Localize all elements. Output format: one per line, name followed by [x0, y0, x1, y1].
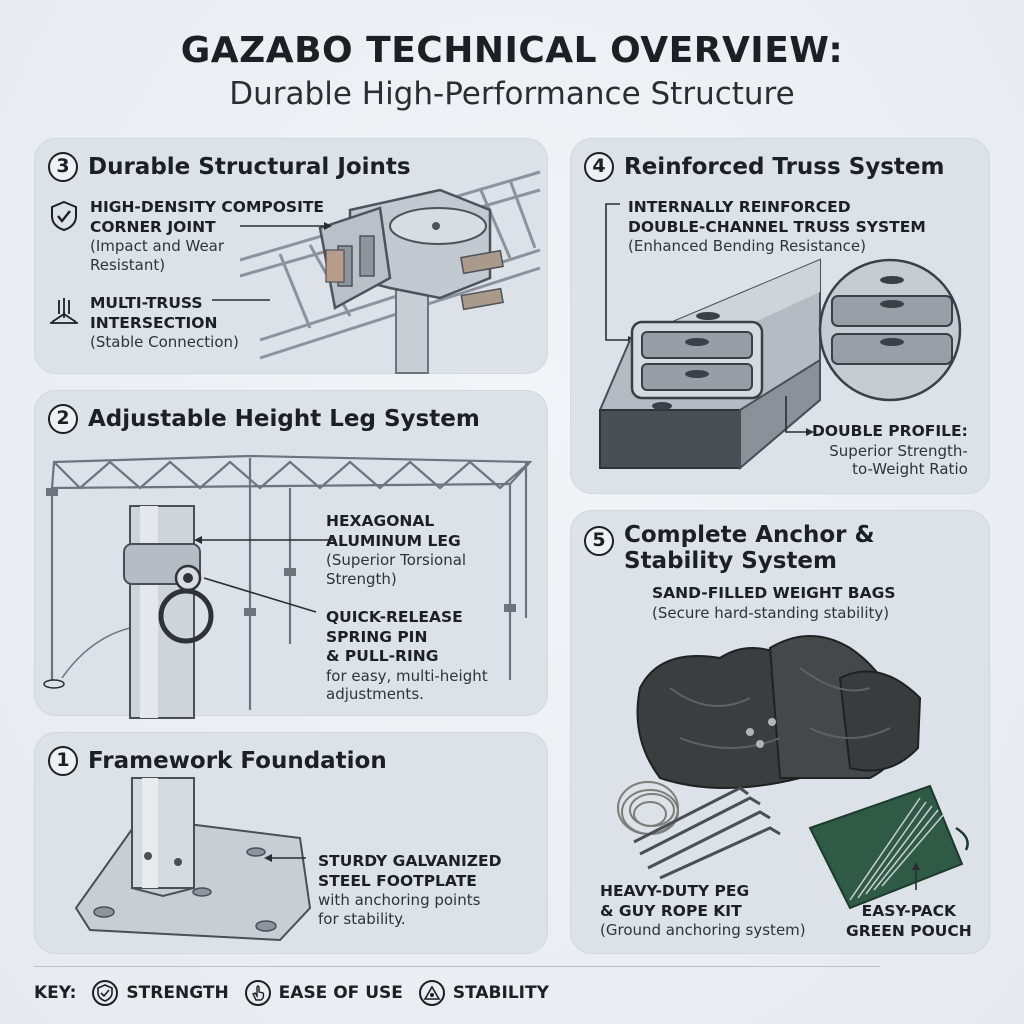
label-internal-truss: INTERNALLY REINFORCED DOUBLE-CHANNEL TRUSS SYSTEM (Enhanced Bending Resistance) [628, 198, 926, 256]
step-number-5: 5 [584, 526, 614, 556]
panel-5-title: Complete Anchor & Stability System [624, 522, 875, 575]
panel-2-title: Adjustable Height Leg System [88, 405, 480, 432]
label-corner-joint: HIGH-DENSITY COMPOSITE CORNER JOINT (Impact and Wear Resistant) [90, 198, 325, 274]
footplate-illustration [70, 778, 330, 954]
panel-4-heading [584, 152, 945, 182]
step-number-4: 4 [584, 152, 614, 182]
page-subtitle: Durable High-Performance Structure [229, 76, 795, 112]
key-ease-of-use: EASE OF USE [278, 983, 403, 1003]
anchor-kit-illustration [600, 628, 986, 912]
label-weight-bags: SAND-FILLED WEIGHT BAGS (Secure hard-standing stability) [652, 584, 896, 622]
legend-key [34, 980, 549, 1006]
label-footplate: STURDY GALVANIZED STEEL FOOTPLATE with anchoring points for stability. [318, 852, 502, 928]
hand-pointer-icon [245, 980, 271, 1006]
key-divider [34, 966, 880, 967]
panel-5-heading [584, 522, 875, 575]
label-peg-kit: HEAVY-DUTY PEG & GUY ROPE KIT (Ground anchoring system) [600, 882, 806, 940]
label-spring-pin: QUICK-RELEASE SPRING PIN & PULL-RING for easy, multi-height adjustments. [326, 608, 488, 704]
leader-line-truss [212, 296, 272, 306]
page-title: GAZABO TECHNICAL OVERVIEW: [180, 30, 844, 71]
key-stability: STABILITY [452, 983, 549, 1003]
triangle-stability-icon [419, 980, 445, 1006]
panel-2-heading [48, 404, 480, 434]
label-hex-leg: HEXAGONAL ALUMINUM LEG (Superior Torsional Strength) [326, 512, 467, 588]
step-number-1: 1 [48, 746, 78, 776]
panel-1-title: Framework Foundation [88, 747, 387, 774]
panel-3-title: Durable Structural Joints [88, 153, 411, 180]
label-green-pouch: EASY-PACK GREEN POUCH [846, 902, 972, 940]
key-strength: STRENGTH [126, 983, 229, 1003]
step-number-3: 3 [48, 152, 78, 182]
shield-check-icon [92, 980, 118, 1006]
leader-line-joint [240, 222, 340, 232]
label-double-profile: DOUBLE PROFILE: Superior Strength- to-Weight Ratio [812, 422, 968, 479]
panel-1-heading [48, 746, 387, 776]
label-multi-truss: MULTI-TRUSS INTERSECTION (Stable Connection) [90, 294, 239, 352]
structure-icon [48, 296, 80, 326]
step-number-2: 2 [48, 404, 78, 434]
shield-check-icon [50, 200, 78, 232]
panel-4-title: Reinforced Truss System [624, 153, 945, 180]
key-label: KEY: [34, 983, 77, 1003]
